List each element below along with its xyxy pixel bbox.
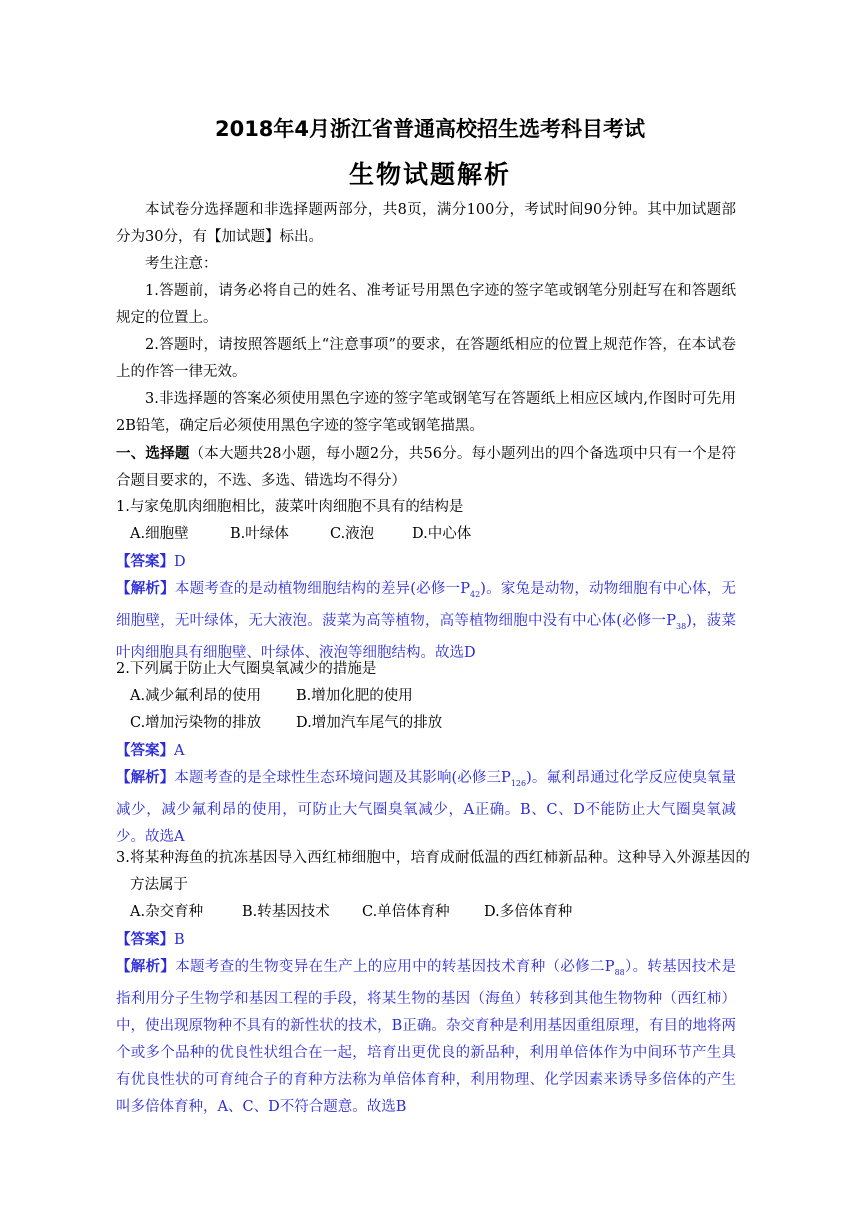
option: A.杂交育种	[130, 904, 204, 920]
answer-label: 【答案】	[116, 553, 174, 570]
option: C.单倍体育种	[362, 904, 450, 920]
analysis-paragraph	[116, 953, 736, 1121]
analysis-text: 本题考查的是全球性生态环境问题及其影响(必修三P	[174, 770, 511, 786]
page-subtitle: 生物试题解析	[348, 160, 511, 189]
analysis-text: 本题考查的生物变异在生产上的应用中的转基因技术育种（必修二P	[175, 959, 615, 975]
section-heading	[116, 440, 736, 495]
answer-label: 【答案】	[116, 742, 174, 759]
question-stem: 2.下列属于防止大气圈臭氧减少的措施是	[116, 661, 377, 677]
question-options	[130, 521, 471, 548]
answer-label: 【答案】	[116, 931, 174, 948]
section-description: （本大题共28小题，每小题2分，共56分。每小题列出的四个备选项中只有一个是符合题目要求的，不选、多选、错选均不得分）	[116, 446, 737, 489]
question-options	[130, 710, 442, 737]
intro-paragraph: 本试卷分选择题和非选择题两部分，共8页，满分100分，考试时间90分钟。其中加试题部分为30分，有【加试题】标出。	[116, 202, 736, 245]
answer-value: A	[174, 743, 185, 759]
section-title: 一、选择题	[116, 445, 190, 462]
option: C.增加污染物的排放	[130, 715, 262, 731]
option: A.细胞壁	[130, 526, 189, 542]
analysis-text: )。家兔是动物，动物细胞有中心体，无细胞壁，无叶绿体，无大液泡。菠菜为高等植物，高等植物细胞中没有中心体(必修一P	[116, 581, 737, 629]
notice-item: 3.非选择题的答案必须使用黑色字迹的签字笔或钢笔写在答题纸上相应区域内,作图时可先用2B铅笔，确定后必须使用黑色字迹的签字笔或钢笔描黑。	[116, 391, 736, 434]
question-options	[130, 683, 413, 710]
answer-value: B	[174, 932, 185, 948]
notice-item: 1.答题前，请务必将自己的姓名、准考证号用黑色字迹的签字笔或钢笔分别赶写在和答题纸规定的位置上。	[116, 283, 736, 326]
option: B.增加化肥的使用	[296, 688, 413, 704]
analysis-text: )，菠菜叶肉细胞具有细胞壁、叶绿体、液泡等细胞结构。故选D	[116, 612, 736, 661]
option: A.减少氟利昂的使用	[130, 688, 262, 704]
option: B.转基因技术	[242, 904, 330, 920]
question-options	[130, 899, 572, 926]
analysis-paragraph	[116, 764, 736, 851]
page-ref: 42	[470, 589, 481, 599]
answer-line	[116, 737, 736, 765]
answer-value: D	[174, 554, 186, 570]
page-title: 2018年4月浙江省普通高校招生选考科目考试	[214, 117, 646, 141]
analysis-text: 本题考查的是动植物细胞结构的差异(必修一P	[174, 581, 471, 597]
option: B.叶绿体	[230, 526, 289, 542]
notice-item: 2.答题时，请按照答题纸上“注意事项”的要求，在答题纸相应的位置上规范作答，在本试卷上的作答一律无效。	[116, 337, 736, 380]
option: D.中心体	[412, 526, 472, 542]
answer-line	[116, 926, 736, 954]
analysis-text: ）。转基因技术是指利用分子生物学和基因工程的手段，将某生物的基因（海鱼）转移到其他生物物种（西红柿）中，使出现原物种不具有的新性状的技术，B正确。杂交育种是利用基因重组原理，有目的地将两个或多个品种的优良性状组合在一起，培育出更优良的新品种，利用单倍体作为中间环节产生具有优良性状的可育纯合子的育种方法称为单倍体育种，利用物理、化学因素来诱导多倍体的产生叫多倍体育种，A、C、D不符合题意。故选B	[116, 959, 736, 1115]
option: D.增加汽车尾气的排放	[296, 715, 443, 731]
analysis-paragraph	[116, 575, 736, 667]
analysis-label: 【解析】	[116, 769, 175, 786]
question-stem: 1.与家兔肌肉细胞相比，菠菜叶肉细胞不具有的结构是	[116, 499, 464, 515]
page-ref: 38	[676, 621, 687, 631]
notice-heading: 考生注意：	[145, 256, 218, 272]
analysis-text: )。氟利昂通过化学反应使臭氧量减少，减少氟利昂的使用，可防止大气圈臭氧减少，A正确。B、C、D不能防止大气圈臭氧减少。故选A	[116, 770, 737, 845]
page-ref: 88	[614, 967, 625, 977]
answer-line	[116, 548, 736, 576]
option: D.多倍体育种	[484, 904, 573, 920]
question-stem: 3.将某种海鱼的抗冻基因导入西红柿细胞中，培育成耐低温的西红柿新品种。这种导入外源基因的方法属于	[116, 850, 750, 893]
analysis-label: 【解析】	[116, 958, 176, 975]
analysis-label: 【解析】	[116, 580, 175, 597]
option: C.液泡	[330, 526, 375, 542]
page-ref: 126	[510, 778, 527, 788]
